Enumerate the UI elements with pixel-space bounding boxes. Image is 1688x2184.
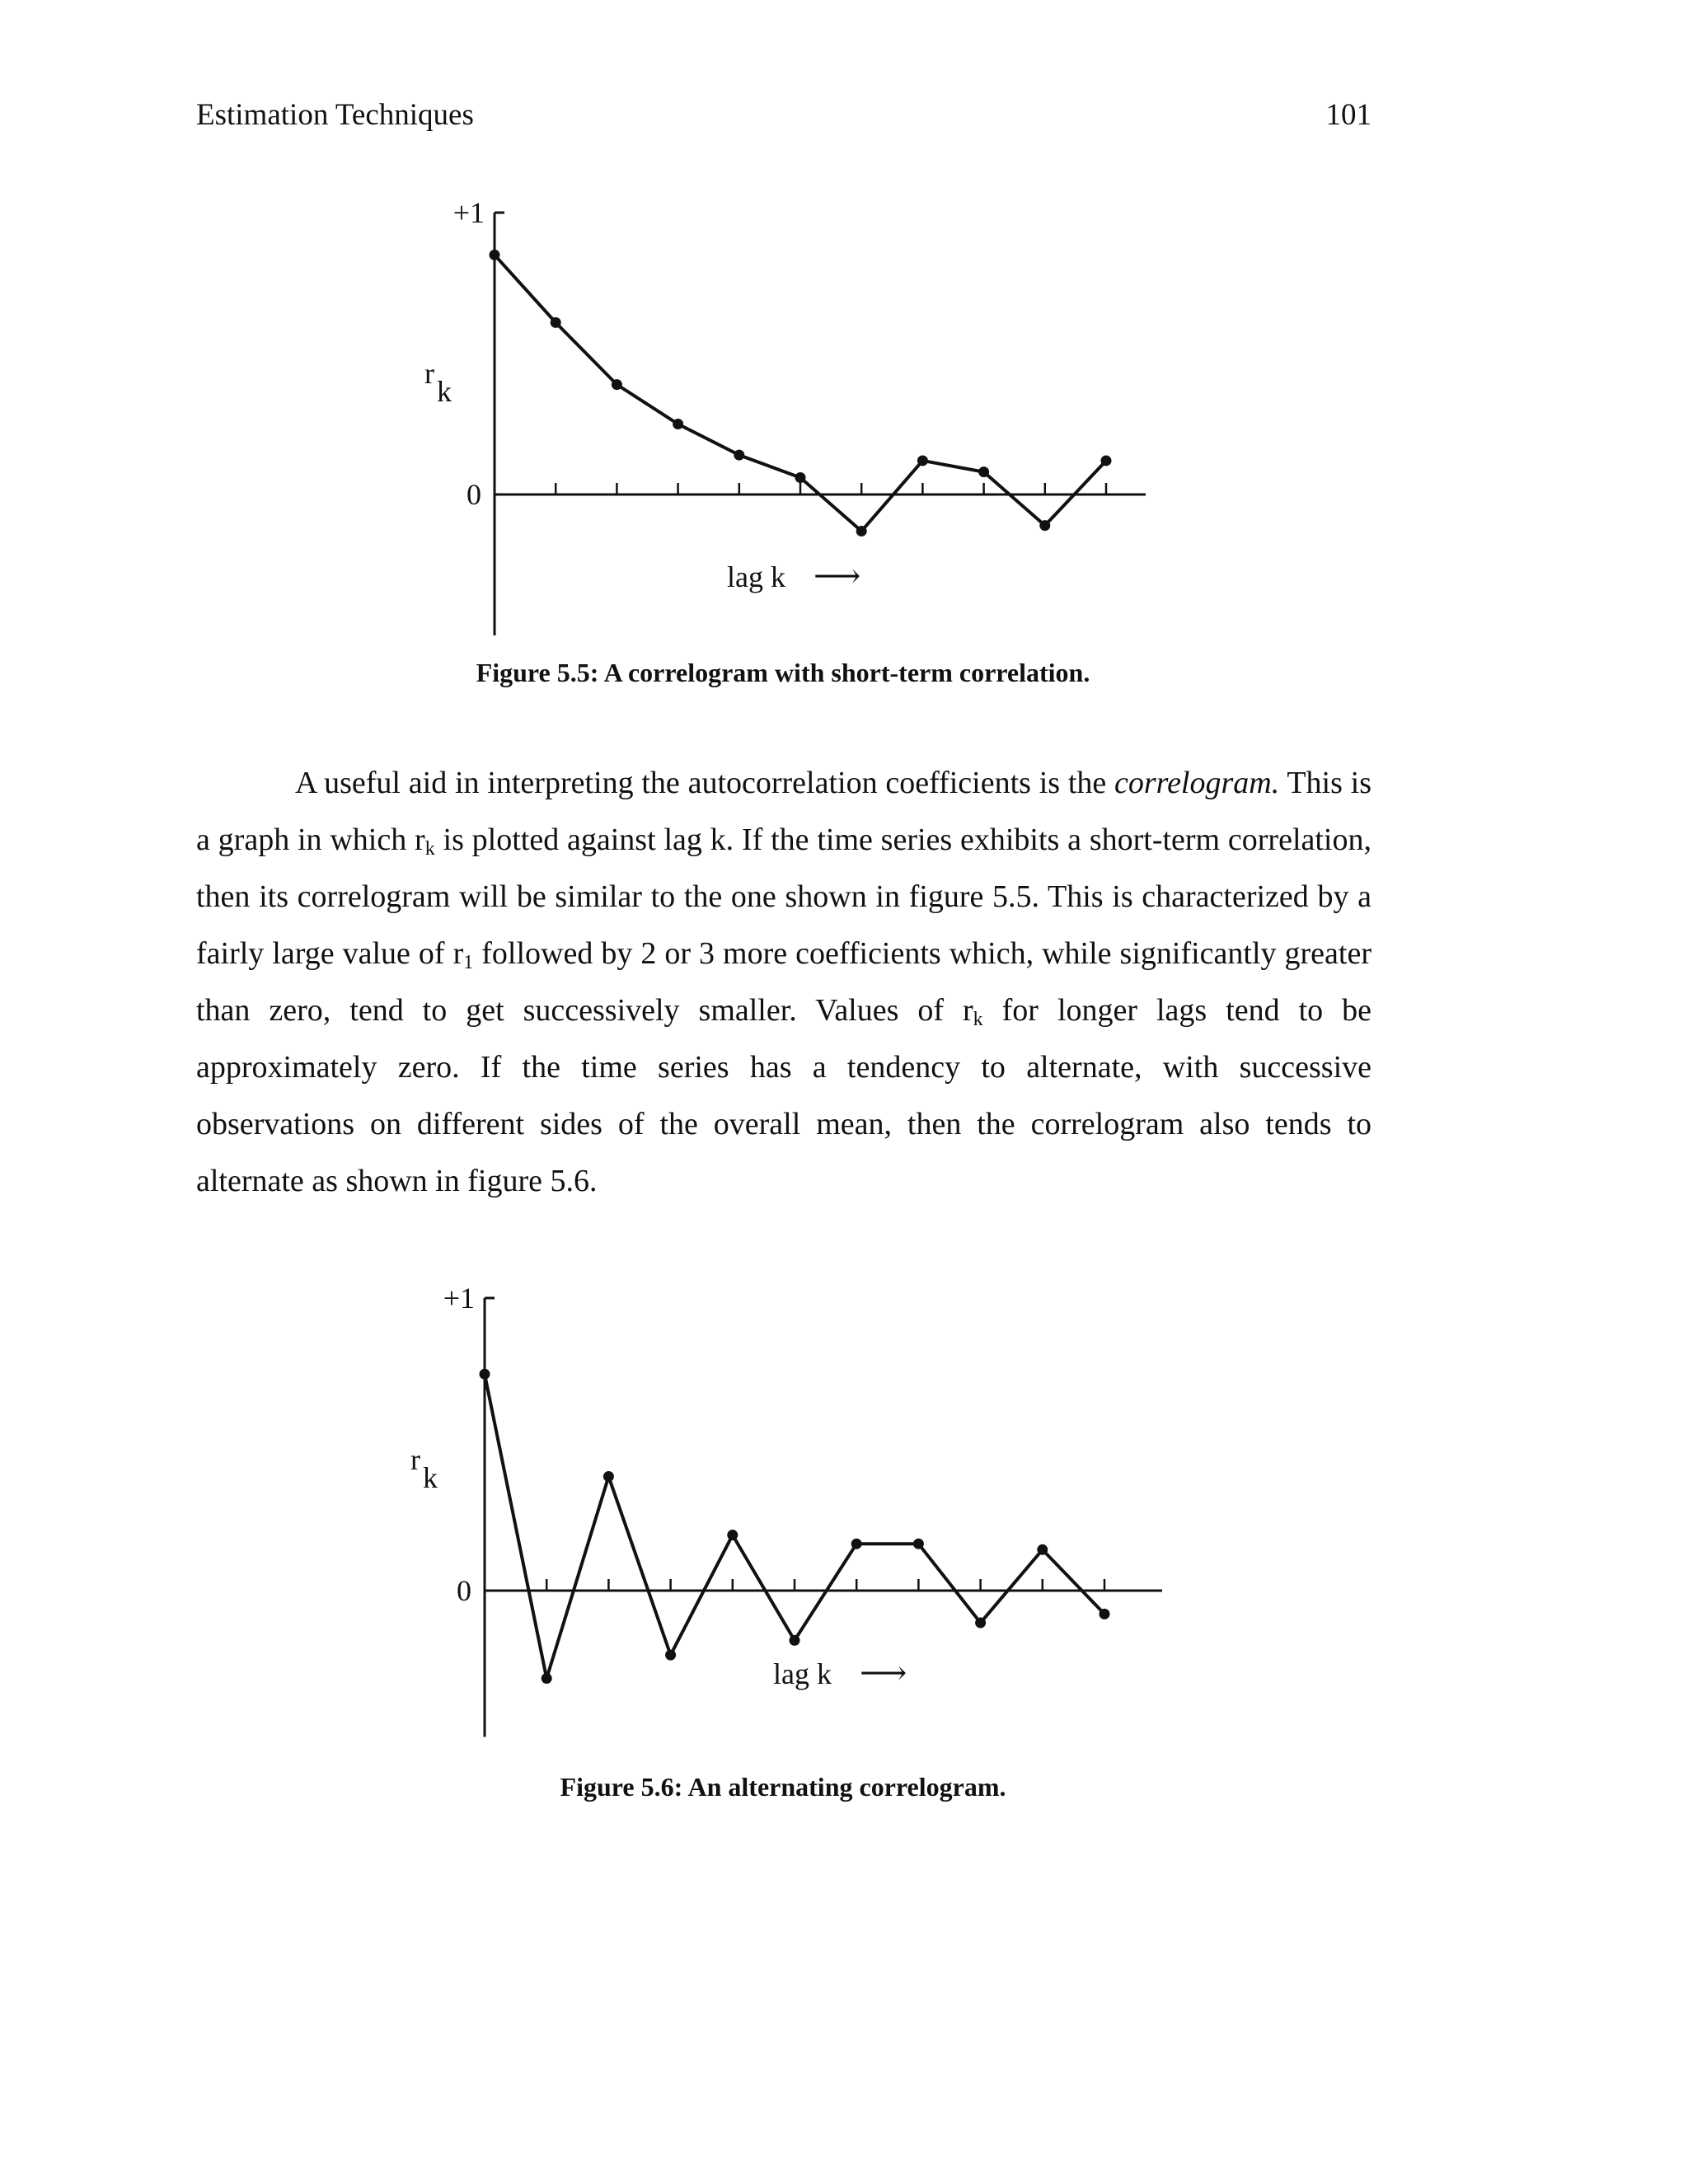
y-zero-label: 0 bbox=[457, 1574, 471, 1607]
data-point bbox=[1039, 520, 1050, 531]
x-axis-label: lag k bbox=[727, 560, 785, 593]
data-point bbox=[727, 1530, 738, 1540]
data-point bbox=[551, 317, 561, 328]
data-point bbox=[975, 1618, 986, 1629]
running-title: Estimation Techniques bbox=[196, 98, 474, 132]
x-axis-label: lag k bbox=[773, 1657, 832, 1690]
data-point bbox=[542, 1673, 552, 1684]
y-zero-label: 0 bbox=[467, 478, 481, 511]
y-top-label: +1 bbox=[443, 1282, 475, 1315]
correlogram-chart-2 bbox=[0, 1282, 1688, 1825]
data-point bbox=[851, 1539, 862, 1549]
data-point bbox=[734, 450, 744, 461]
data-point bbox=[1101, 455, 1112, 466]
data-point bbox=[1037, 1544, 1048, 1555]
data-point bbox=[480, 1369, 490, 1380]
data-point bbox=[603, 1471, 614, 1482]
data-point bbox=[790, 1635, 800, 1646]
y-axis-label: r bbox=[424, 357, 434, 390]
data-point bbox=[490, 250, 500, 260]
series-line bbox=[485, 1374, 1104, 1678]
data-point bbox=[978, 466, 989, 477]
figure-caption: Figure 5.6: An alternating correlogram. bbox=[560, 1772, 1006, 1802]
correlogram-chart-1 bbox=[0, 190, 1688, 701]
x-axis-arrow: ⟶ bbox=[814, 557, 861, 594]
data-point bbox=[913, 1539, 924, 1549]
body-paragraph: A useful aid in interpreting the autocorrelation coefficients is the correlogram. This is a graph in which $r_k$ is plotted against lag k. If the time series exhibits a short-term correlation, then its correlogram will be similar to the one shown in figure 5.5. This is characterized by a fairly large value of $r_1$ followed by 2 or 3 more coefficients which, while significantly greater than zero, tend to get successively smaller. Values of $r_k$ for longer lags tend to be approximately zero. If the time series has a tendency to alternate, with successive observations on different sides of the overall mean, then the correlogram also tends to alternate as shown in figure 5.6. bbox=[196, 766, 1372, 1198]
y-axis-label-subscript: k bbox=[423, 1461, 438, 1494]
data-point bbox=[612, 379, 622, 390]
running-head bbox=[196, 97, 1372, 133]
data-point bbox=[917, 455, 928, 466]
data-point bbox=[665, 1650, 676, 1661]
y-axis-label: r bbox=[410, 1443, 420, 1476]
data-point bbox=[1100, 1609, 1110, 1619]
y-top-label: +1 bbox=[452, 196, 485, 229]
data-point bbox=[673, 419, 683, 429]
x-axis-arrow: ⟶ bbox=[860, 1654, 907, 1691]
y-axis-label-subscript: k bbox=[437, 375, 452, 408]
data-point bbox=[856, 526, 867, 537]
data-point bbox=[795, 472, 806, 483]
page-number: 101 bbox=[1325, 98, 1372, 132]
figure-caption: Figure 5.5: A correlogram with short-term correlation. bbox=[476, 658, 1090, 687]
